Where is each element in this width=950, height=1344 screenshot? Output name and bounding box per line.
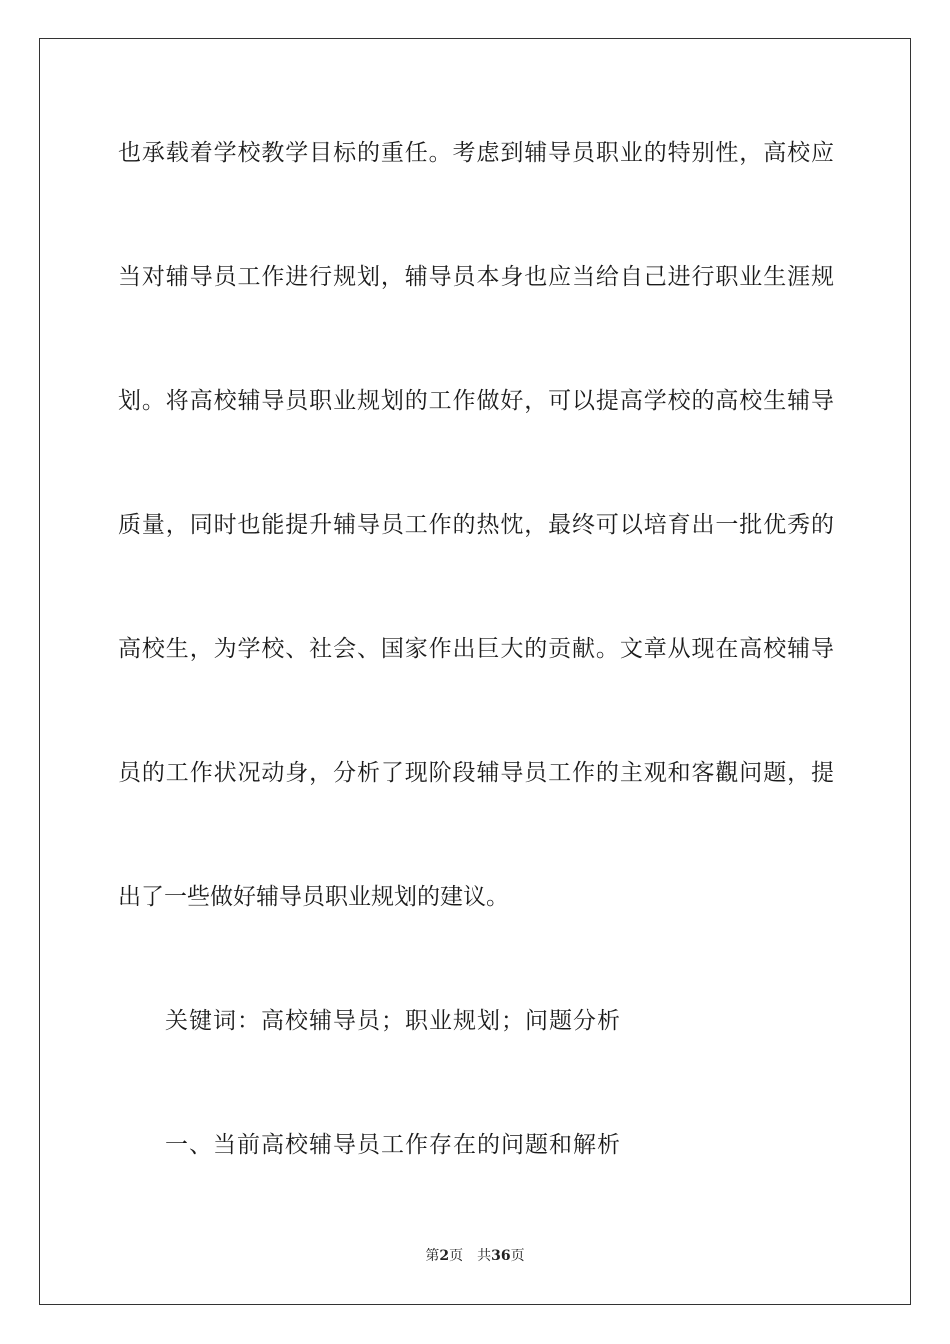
page-number: 2 [439,1248,450,1264]
total-suffix: 页 [510,1248,525,1264]
paragraph-line-2: 当对辅导员工作进行规划，辅导员本身也应当给自己进行职业生涯规 [118,264,834,290]
paragraph-line-3: 划。将高校辅导员职业规划的工作做好，可以提高学校的高校生辅导 [118,388,834,414]
section-heading: 一、当前高校辅导员工作存在的问题和解析 [165,1132,621,1158]
total-pages: 36 [491,1248,511,1264]
paragraph-line-1: 也承载着学校教学目标的重任。考虑到辅导员职业的特别性，高校应 [118,140,834,166]
page-suffix: 页 [449,1248,464,1264]
paragraph-line-7: 出了一些做好辅导员职业规划的建议。 [118,884,509,910]
paragraph-line-5: 高校生，为学校、社会、国家作出巨大的贡献。文章从现在高校辅导 [118,636,834,662]
page-prefix: 第 [425,1248,440,1264]
paragraph-line-6: 员的工作状况动身，分析了现阶段辅导员工作的主观和客觀问题，提 [118,760,834,786]
keywords-line: 关键词：高校辅导员；职业规划；问题分析 [165,1008,621,1034]
page-border [39,38,911,1305]
paragraph-line-4: 质量，同时也能提升辅导员工作的热忱，最终可以培育出一批优秀的 [118,512,834,538]
total-prefix: 共 [477,1248,492,1264]
page-footer [0,1247,950,1265]
